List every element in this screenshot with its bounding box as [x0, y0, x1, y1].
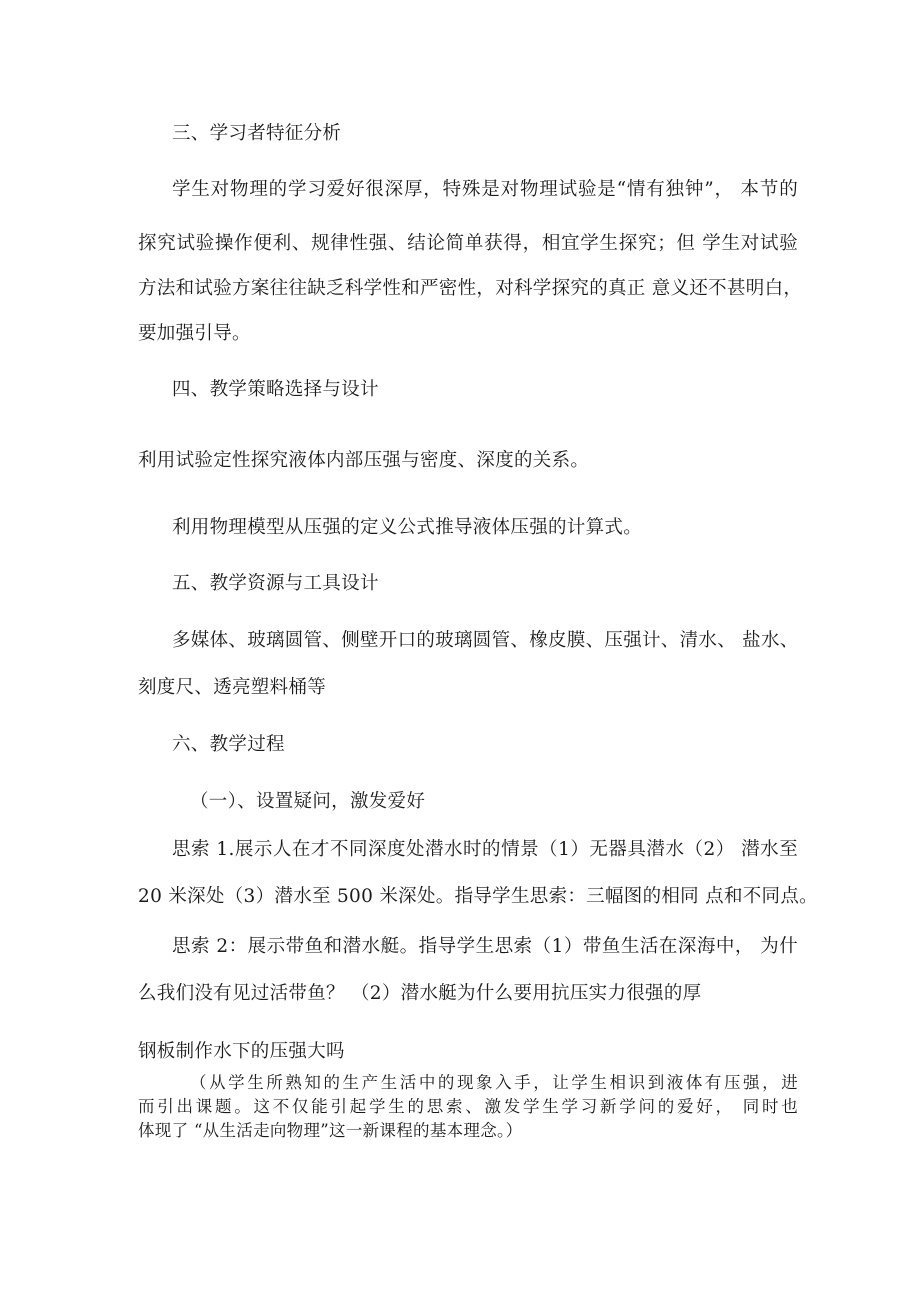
section-5-heading: 五、教学资源与工具设计 — [172, 573, 379, 594]
section-3-heading: 三、学习者特征分析 — [172, 123, 342, 144]
think-2-line-3: 钢板制作水下的压强大吗 — [138, 1041, 345, 1062]
section-3-para-line-1: 学生对物理的学习爱好很深厚，特殊是对物理试验是“情有独钟”， 本节的 — [172, 179, 798, 200]
section-3-para-line-4: 要加强引导。 — [138, 323, 251, 344]
note-line-1: （从学生所熟知的生产生活中的现象入手，让学生相识到液体有压强，进 — [190, 1073, 798, 1092]
section-5-para-line-1: 多媒体、玻璃圆管、侧壁开口的玻璃圆管、橡皮膜、压强计、清水、 盐水、 — [172, 630, 799, 651]
note-line-3: 体现了 “从生活走向物理”这一新课程的基本理念。） — [138, 1121, 523, 1140]
section-4-item-1: 利用试验定性探究液体内部压强与密度、深度的关系。 — [138, 450, 590, 471]
think-2-line-1: 思索 2：展示带鱼和潜水艇。指导学生思索（1）带鱼生活在深海中， 为什 — [172, 936, 798, 957]
think-2-line-2: 么我们没有见过活带鱼？ （2）潜水艇为什么要用抗压实力很强的厚 — [138, 983, 702, 1004]
think-1-line-2: 20 米深处（3）潜水至 500 米深处。指导学生思索：三幅图的相同 点和不同点。 — [138, 886, 818, 907]
section-3-para-line-2: 探究试验操作便利、规律性强、结论简单获得，相宜学生探究；但 学生对试验 — [138, 233, 798, 254]
section-3-para-line-3: 方法和试验方案往往缺乏科学性和严密性，对科学探究的真正 意义还不甚明白， — [138, 278, 803, 299]
section-4-heading: 四、教学策略选择与设计 — [172, 379, 379, 400]
think-1-line-1: 思索 1.展示人在才不同深度处潜水时的情景（1）无器具潜水（2） 潜水至 — [172, 839, 798, 860]
section-5-para-line-2: 刻度尺、透亮塑料桶等 — [138, 677, 327, 698]
section-6-heading: 六、教学过程 — [172, 734, 285, 755]
note-line-2: 而引出课题。这不仅能引起学生的思索、激发学生学习新学问的爱好， 同时也 — [138, 1097, 798, 1116]
section-4-item-2: 利用物理模型从压强的定义公式推导液体压强的计算式。 — [172, 517, 643, 538]
section-6-subheading: （一）、设置疑问，激发爱好 — [190, 791, 426, 812]
